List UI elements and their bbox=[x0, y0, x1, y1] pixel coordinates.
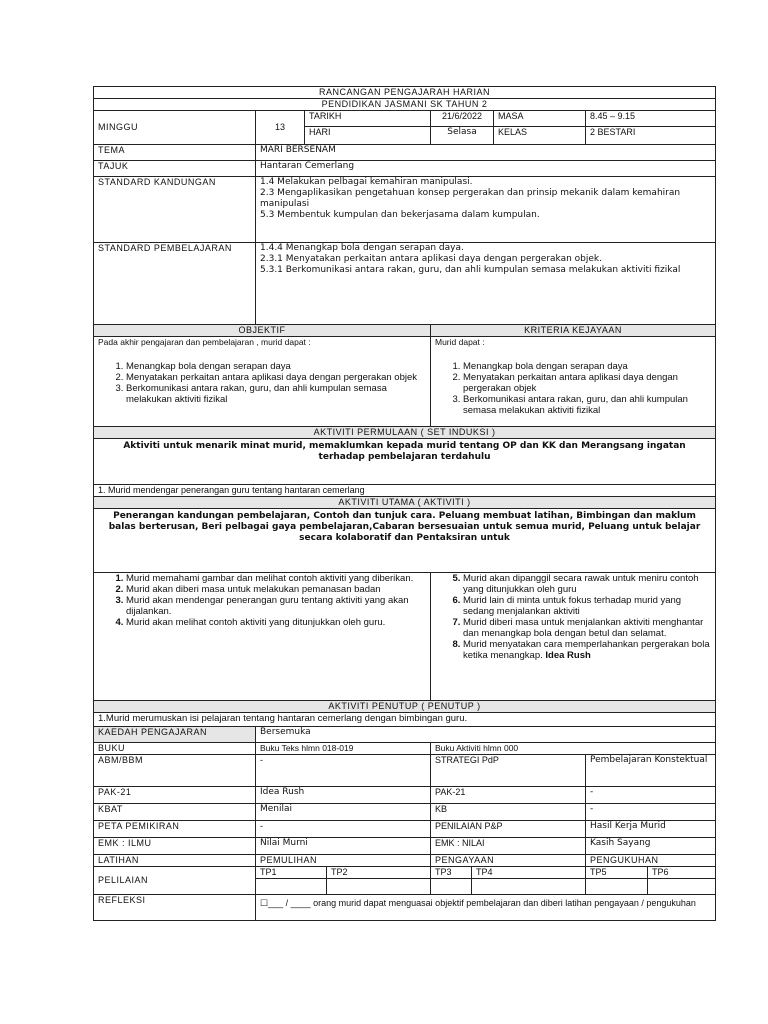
penilaian-label: PENILAIAN P&P bbox=[431, 821, 586, 838]
pak21-label-2: PAK-21 bbox=[431, 787, 586, 804]
utama-left-list bbox=[98, 573, 426, 628]
list-item bbox=[463, 639, 711, 661]
list-item: 3. Murid akan mendengar penerangan guru tentang aktiviti yang akan dijalankan. bbox=[126, 595, 426, 617]
list-item: 4. Murid akan melihat contoh aktiviti yang ditunjukkan oleh guru. bbox=[126, 617, 426, 628]
utama-summary: Penerangan kandungan pembelajaran, Contoh dan tunjuk cara. Peluang membuat latihan, Bimbingan dan maklum balas berterusan, Beri pelbagai gaya pembelajaran,Cabaran bersesuaian untuk semua murid, Peluang untuk belajar secara kolaboratif dan Pentaksiran untuk bbox=[94, 509, 716, 573]
tp5-value bbox=[586, 879, 648, 895]
emk-ilmu-value: Nilai Murni bbox=[256, 838, 431, 855]
tajuk-value: Hantaran Cemerlang bbox=[256, 161, 716, 177]
kriteria-heading: KRITERIA KEJAYAAN bbox=[431, 325, 716, 337]
buku-aktiviti: Buku Aktiviti hlmn 000 bbox=[431, 743, 716, 755]
peta-label: PETA PEMIKIRAN bbox=[94, 821, 256, 838]
latihan-label: LATIHAN bbox=[94, 855, 256, 867]
pelilaian-label: PELILAIAN bbox=[94, 867, 256, 895]
list-item: 3. Berkomunikasi antara rakan, guru, dan ahli kumpulan semasa melakukan aktiviti fizikal bbox=[126, 383, 426, 405]
masa-label: MASA bbox=[494, 111, 586, 127]
buku-label: BUKU bbox=[94, 743, 256, 755]
penutup-step: 1.Murid merumuskan isi pelajaran tentang hantaran cemerlang dengan bimbingan guru. bbox=[94, 713, 716, 727]
penilaian-value: Hasil Kerja Murid bbox=[586, 821, 716, 838]
tarikh-label: TARIKH bbox=[305, 111, 431, 127]
utama-right-list bbox=[435, 573, 711, 661]
standard-pembelajaran-label: STANDARD PEMBELAJARAN bbox=[94, 243, 256, 325]
peta-value: - bbox=[256, 821, 431, 838]
kaedah-value: Bersemuka bbox=[256, 727, 716, 743]
list-item: 3. Berkomunikasi antara rakan, guru, dan ahli kumpulan semasa melakukan aktiviti fizikal bbox=[463, 394, 711, 416]
list-item-text: Murid menyatakan cara memperlahankan pergerakan bola ketika menangkap. bbox=[463, 639, 710, 661]
kelas-label: KELAS bbox=[494, 127, 586, 145]
kbat-value: Menilai bbox=[256, 804, 431, 821]
standard-kandungan-label: STANDARD KANDUNGAN bbox=[94, 177, 256, 243]
tp6-label: TP6 bbox=[648, 867, 716, 879]
list-item: 1. Menangkap bola dengan serapan daya bbox=[463, 361, 711, 372]
tp4-value bbox=[472, 879, 586, 895]
sp-line: 1.4.4 Menangkap bola dengan serapan daya. bbox=[260, 243, 464, 253]
list-item: 2. Menyatakan perkaitan antara aplikasi daya dengan pergerakan objek bbox=[126, 372, 426, 383]
tema-value: MARI BERSENAM bbox=[256, 145, 716, 161]
emk-nilai-label: EMK : NILAI bbox=[431, 838, 586, 855]
sp-line: 5.3.1 Berkomunikasi antara rakan, guru, dan ahli kumpulan semasa melakukan aktiviti fizikal bbox=[260, 265, 681, 275]
tajuk-label: TAJUK bbox=[94, 161, 256, 177]
emk-nilai-value: Kasih Sayang bbox=[586, 838, 716, 855]
list-item: 6. Murid lain di minta untuk fokus terhadap murid yang sedang menjalankan aktiviti bbox=[463, 595, 711, 617]
tp2-value bbox=[327, 879, 431, 895]
sp-line: 2.3.1 Menyatakan perkaitan antara aplikasi daya dengan pergerakan objek. bbox=[260, 254, 602, 264]
abm-value: - bbox=[256, 755, 431, 787]
kaedah-label: KAEDAH PENGAJARAN bbox=[94, 727, 256, 743]
standard-pembelajaran-value bbox=[256, 243, 716, 325]
pak21-value: Idea Rush bbox=[256, 787, 431, 804]
list-item: 2. Murid akan diberi masa untuk melakukan pemanasan badan bbox=[126, 584, 426, 595]
standard-kandungan-value bbox=[256, 177, 716, 243]
list-item: 1. Murid memahami gambar dan melihat contoh aktiviti yang diberikan. bbox=[126, 573, 426, 584]
doc-subtitle: PENDIDIKAN JASMANI SK TAHUN 2 bbox=[94, 99, 716, 111]
pengayaan-label: PENGAYAAN bbox=[431, 855, 586, 867]
permulaan-summary: Aktiviti untuk menarik minat murid, memaklumkan kepada murid tentang OP dan KK dan Merangsang ingatan terhadap pembelajaran terdahulu bbox=[94, 439, 716, 485]
strategi-value: Pembelajaran Konstektual bbox=[586, 755, 716, 787]
objektif-heading: OBJEKTIF bbox=[94, 325, 431, 337]
utama-heading: AKTIVITI UTAMA ( AKTIVITI ) bbox=[94, 497, 716, 509]
tp4-label: TP4 bbox=[472, 867, 586, 879]
emk-ilmu-label: EMK : ILMU bbox=[94, 838, 256, 855]
idea-rush-tag: Idea Rush bbox=[545, 650, 591, 661]
list-item: 1. Menangkap bola dengan serapan daya bbox=[126, 361, 426, 372]
abm-label: ABM/BBM bbox=[94, 755, 256, 787]
tp5-label: TP5 bbox=[586, 867, 648, 879]
refleksi-label: REFLEKSI bbox=[94, 895, 256, 921]
tp3-value bbox=[431, 879, 472, 895]
minggu-label: MINGGU bbox=[94, 111, 256, 145]
tp6-value bbox=[648, 879, 716, 895]
tarikh-value: 21/6/2022 bbox=[431, 111, 494, 127]
refleksi-text: ☐___ / ____ orang murid dapat menguasai objektif pembelajaran dan diberi latihan pengayaan / pengukuhan bbox=[256, 895, 716, 921]
pak21-value-2: - bbox=[586, 787, 716, 804]
utama-left-cell bbox=[94, 573, 431, 701]
kelas-value: 2 BESTARI bbox=[586, 127, 716, 145]
hari-value: Selasa bbox=[431, 127, 494, 145]
kriteria-cell bbox=[431, 337, 716, 427]
kbat-label: KBAT bbox=[94, 804, 256, 821]
masa-value: 8.45 – 9.15 bbox=[586, 111, 716, 127]
kb-label: KB bbox=[431, 804, 586, 821]
penutup-heading: AKTIVITI PENUTUP ( PENUTUP ) bbox=[94, 701, 716, 713]
kriteria-list bbox=[435, 361, 711, 416]
pemulihan-label: PEMULIHAN bbox=[256, 855, 431, 867]
sk-line: 5.3 Membentuk kumpulan dan bekerjasama dalam kumpulan. bbox=[260, 210, 540, 220]
tp3-label: TP3 bbox=[431, 867, 472, 879]
objektif-intro: Pada akhir pengajaran dan pembelajaran , murid dapat : bbox=[98, 337, 311, 347]
lesson-plan-table bbox=[93, 86, 716, 921]
utama-right-cell bbox=[431, 573, 716, 701]
minggu-value: 13 bbox=[256, 111, 305, 145]
doc-title: RANCANGAN PENGAJARAH HARIAN bbox=[94, 87, 716, 99]
tp2-label: TP2 bbox=[327, 867, 431, 879]
sk-line: 1.4 Melakukan pelbagai kemahiran manipulasi. bbox=[260, 177, 473, 187]
list-item: 5. Murid akan dipanggil secara rawak untuk meniru contoh yang ditunjukkan oleh guru bbox=[463, 573, 711, 595]
list-item: 7. Murid diberi masa untuk menjalankan aktiviti menghantar dan menangkap bola dengan betul dan selamat. bbox=[463, 617, 711, 639]
permulaan-heading: AKTIVITI PERMULAAN ( SET INDUKSI ) bbox=[94, 427, 716, 439]
hari-label: HARI bbox=[305, 127, 431, 145]
sk-line: 2.3 Mengaplikasikan pengetahuan konsep pergerakan dan prinsip mekanik dalam kemahiran manipulasi bbox=[260, 188, 681, 209]
tema-label: TEMA bbox=[94, 145, 256, 161]
tp1-label: TP1 bbox=[256, 867, 327, 879]
kb-value: - bbox=[586, 804, 716, 821]
list-item: 2. Menyatakan perkaitan antara aplikasi daya dengan pergerakan objek bbox=[463, 372, 711, 394]
buku-teks: Buku Teks hlmn 018-019 bbox=[256, 743, 431, 755]
permulaan-step: 1. Murid mendengar penerangan guru tentang hantaran cemerlang bbox=[94, 485, 716, 497]
kriteria-intro: Murid dapat : bbox=[435, 337, 485, 347]
objektif-cell bbox=[94, 337, 431, 427]
strategi-label: STRATEGI PdP bbox=[431, 755, 586, 787]
objektif-list bbox=[98, 361, 426, 405]
pengukuhan-label: PENGUKUHAN bbox=[586, 855, 716, 867]
pak21-label: PAK-21 bbox=[94, 787, 256, 804]
tp1-value bbox=[256, 879, 327, 895]
